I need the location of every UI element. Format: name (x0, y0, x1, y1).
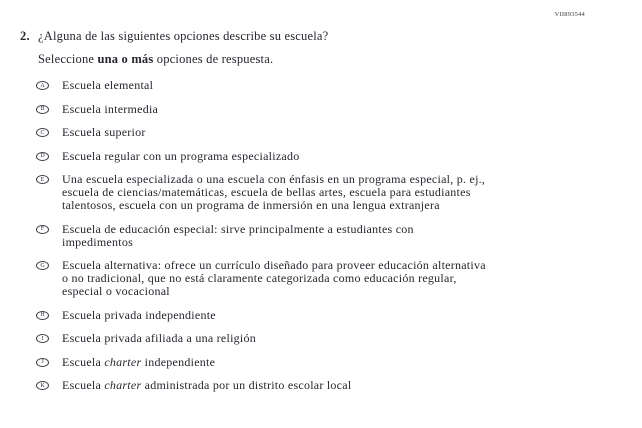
text-segment: charter (104, 354, 142, 369)
question-number: 2. (20, 29, 30, 43)
options-list (36, 79, 622, 392)
option-row-g (36, 259, 622, 298)
response-bubble-i[interactable]: I (36, 334, 49, 343)
option-row-i (36, 332, 622, 345)
option-row-a (36, 79, 622, 92)
option-text-line (62, 79, 153, 92)
option-label-c (62, 126, 146, 139)
response-bubble-g[interactable]: G (36, 261, 49, 270)
text-segment: especial o vocacional (62, 284, 170, 298)
option-row-h (36, 309, 622, 322)
question-text: ¿Alguna de las siguientes opciones describe su escuela? (38, 29, 329, 43)
response-bubble-e[interactable]: E (36, 175, 49, 184)
response-bubble-d[interactable]: D (36, 152, 49, 161)
text-segment: Escuela de educación especial: sirve principalmente a estudiantes con (62, 221, 414, 236)
option-text-line (62, 126, 146, 139)
text-segment: Escuela regular con un programa especializado (62, 148, 300, 163)
text-segment: Seleccione (38, 52, 98, 66)
option-label-k (62, 379, 351, 392)
text-segment: Una escuela especializada o una escuela con énfasis en un programa especial, p. ej., (62, 172, 486, 186)
option-text-line (62, 379, 351, 392)
option-row-d (36, 150, 622, 163)
option-label-h (62, 309, 216, 322)
text-segment: Escuela privada afiliada a una religión (62, 331, 256, 345)
text-segment: Escuela (62, 354, 105, 369)
text-segment: administrada por un distrito escolar local (141, 378, 352, 392)
text-segment: opciones de respuesta. (153, 52, 274, 66)
response-bubble-f[interactable]: F (36, 225, 49, 234)
option-row-b (36, 103, 622, 116)
option-text-line (62, 332, 256, 345)
text-segment: Escuela alternativa: ofrece un currículo diseñado para proveer educación alternativa (62, 258, 486, 272)
option-label-b (62, 103, 158, 116)
option-label-j (62, 356, 215, 369)
response-bubble-a[interactable]: A (36, 81, 49, 90)
form-code: VII893544 (554, 11, 585, 18)
option-label-e (62, 173, 485, 212)
text-segment: talentosos, escuela con un programa de inmersión en una lengua extranjera (62, 198, 440, 212)
option-row-k (36, 379, 622, 392)
text-segment: Escuela elemental (62, 78, 154, 92)
option-text-line (62, 150, 299, 163)
option-text-line (62, 103, 158, 116)
text-segment: Escuela (62, 378, 105, 392)
option-row-f (36, 223, 622, 249)
text-segment: escuela de ciencias/matemáticas, escuela de bellas artes, escuela para estudiantes (62, 185, 471, 199)
option-label-g (62, 259, 486, 298)
text-segment: Escuela superior (62, 125, 146, 139)
response-bubble-j[interactable]: J (36, 358, 49, 367)
text-segment: impedimentos (62, 234, 133, 249)
text-segment: una o más (97, 52, 154, 66)
option-text-line (62, 199, 485, 212)
response-bubble-h[interactable]: H (36, 311, 49, 320)
option-label-f (62, 223, 414, 249)
option-row-e (36, 173, 622, 212)
option-text-line (62, 356, 215, 369)
text-segment: charter (104, 378, 142, 392)
text-segment: Escuela privada independiente (62, 307, 216, 322)
text-segment: o no tradicional, que no está claramente categorizada como educación regular, (62, 271, 457, 285)
option-label-a (62, 79, 153, 92)
option-text-line (62, 285, 486, 298)
option-row-j (36, 356, 622, 369)
option-text-line (62, 309, 216, 322)
question-instruction (38, 52, 622, 66)
option-label-d (62, 150, 299, 163)
option-label-i (62, 332, 256, 345)
text-segment: independiente (141, 354, 216, 369)
text-segment: Escuela intermedia (62, 101, 159, 116)
response-bubble-b[interactable]: B (36, 105, 49, 114)
response-bubble-k[interactable]: K (36, 381, 49, 390)
option-row-c (36, 126, 622, 139)
response-bubble-c[interactable]: C (36, 128, 49, 137)
option-text-line (62, 236, 414, 249)
